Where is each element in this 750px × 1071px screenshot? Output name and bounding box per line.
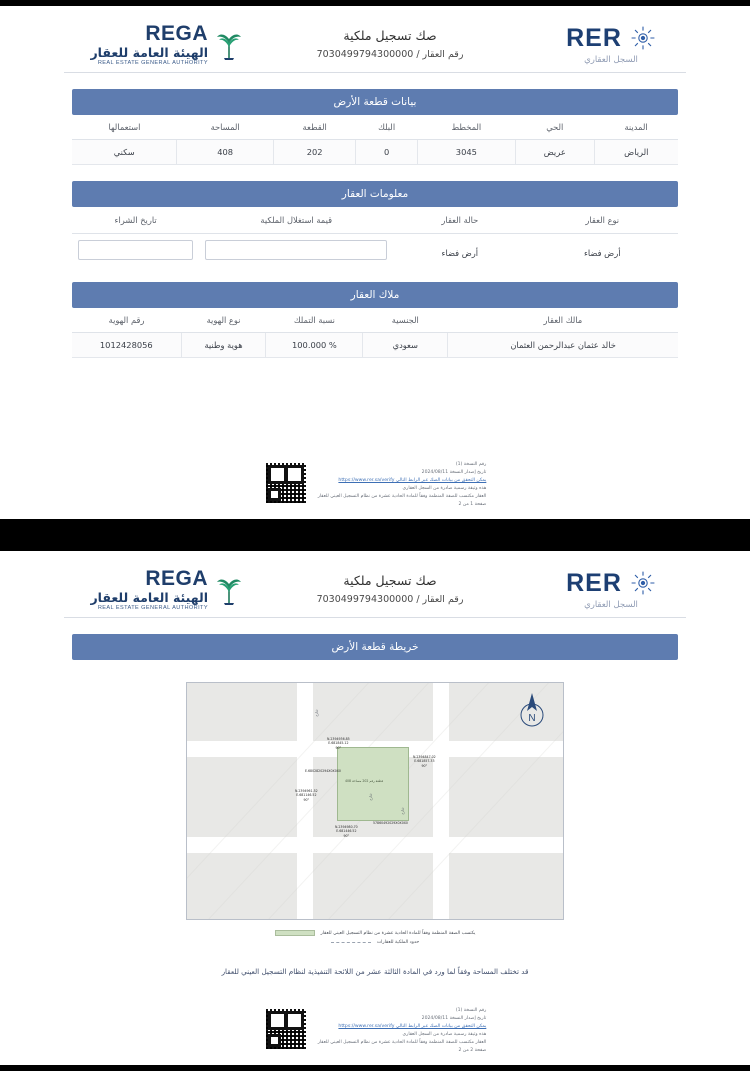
qr-code bbox=[264, 1007, 308, 1051]
property-type-value: أرض فضاء bbox=[583, 247, 621, 258]
cell-id-type: هوية وطنية bbox=[181, 333, 266, 358]
purchase-date-field[interactable] bbox=[78, 240, 193, 260]
col-city: المدينة bbox=[594, 115, 678, 140]
col-owner-name: مالك العقار bbox=[448, 308, 678, 333]
rega-subtitle: REAL ESTATE GENERAL AUTHORITY bbox=[97, 605, 208, 612]
property-status-value: أرض فضاء bbox=[441, 247, 479, 258]
parcel-polygon bbox=[337, 747, 409, 821]
page2-header bbox=[0, 551, 750, 617]
official-doc-note: هذه وثيقة رسمية صادرة من السجل العقاري bbox=[402, 485, 487, 491]
legend-swatch-parcel bbox=[275, 930, 315, 936]
cell-property-status bbox=[393, 234, 526, 267]
rer-logo bbox=[536, 569, 686, 610]
page2-footer bbox=[0, 1007, 750, 1055]
property-info-table bbox=[72, 207, 678, 266]
legend-item bbox=[275, 930, 476, 936]
header-divider bbox=[64, 72, 686, 73]
cell-area: 408 bbox=[177, 140, 274, 165]
cell-owner-name: خالد عثمان عبدالرحمن العثمان bbox=[448, 333, 678, 358]
col-purchase-date: تاريخ الشراء bbox=[72, 207, 199, 234]
cell-purchase-date bbox=[72, 234, 199, 267]
land-data-table-wrap bbox=[72, 115, 678, 165]
land-data-table bbox=[72, 115, 678, 165]
document-title: صك تسجيل ملكية bbox=[343, 573, 437, 588]
legend-swatch-boundary bbox=[331, 942, 371, 943]
owners-table bbox=[72, 308, 678, 358]
section-map-title: خريطة قطعة الأرض bbox=[72, 634, 678, 660]
issue-date: تاريخ إصدار النسخة 2024/08/11 bbox=[421, 469, 487, 475]
street-label: شارع bbox=[400, 807, 405, 815]
svg-text:N: N bbox=[528, 713, 536, 724]
col-usage: استعمالها bbox=[72, 115, 177, 140]
official-doc-note: هذه وثيقة رسمية صادرة من السجل العقاري bbox=[402, 1031, 487, 1037]
page1-footer-text bbox=[318, 461, 487, 509]
page-number: صفحة 2 من 2 bbox=[458, 1047, 487, 1053]
cell-id-number: 1012428056 bbox=[72, 333, 181, 358]
col-property-type: نوع العقار bbox=[527, 207, 679, 234]
table-row bbox=[72, 234, 678, 267]
rer-emblem-icon bbox=[630, 25, 656, 51]
table-header-row bbox=[72, 308, 678, 333]
rega-subtitle: REAL ESTATE GENERAL AUTHORITY bbox=[97, 60, 208, 67]
qr-code bbox=[264, 461, 308, 505]
col-plan: المخطط bbox=[417, 115, 515, 140]
street-label: شارع bbox=[368, 793, 373, 801]
dimension-label: E.6802820294X0X0X0 bbox=[305, 769, 341, 773]
rer-wordmark: RER bbox=[566, 23, 622, 52]
cell-city: الرياض bbox=[594, 140, 678, 165]
cell-usage: سكني bbox=[72, 140, 177, 165]
table-row bbox=[72, 333, 678, 358]
rega-wordmark: REGA bbox=[145, 566, 208, 590]
verify-link[interactable]: يمكن التحقق من بيانات الصك عبر الرابط التالي https://www.rer.sa/verify bbox=[338, 1023, 487, 1029]
table-row bbox=[72, 140, 678, 165]
parcel-label: قطعة رقم 202 مساحة 408 bbox=[345, 779, 384, 783]
legend-text: حدود الملكية للعقارات bbox=[376, 940, 420, 945]
dimension-label: N.2394980.70 E.681446.52 90° bbox=[335, 825, 358, 838]
col-property-status: حالة العقار bbox=[393, 207, 526, 234]
rer-wordmark: RER bbox=[566, 568, 622, 597]
section-property-info-title: معلومات العقار bbox=[72, 181, 678, 207]
section-land-data-title: بيانات قطعة الأرض bbox=[72, 89, 678, 115]
page2-title-block bbox=[244, 573, 536, 605]
map-legend bbox=[186, 930, 564, 945]
dimension-label: N.2394961.52 E.681146.52 90° bbox=[295, 789, 318, 802]
rega-wordmark: REGA bbox=[145, 21, 208, 45]
col-ownership-share: نسبة التملك bbox=[266, 308, 363, 333]
copy-number: رقم النسخة (1) bbox=[455, 461, 487, 467]
cell-exploitation-value bbox=[199, 234, 393, 267]
owners-table-wrap bbox=[72, 308, 678, 358]
exploitation-value-field[interactable] bbox=[205, 240, 387, 260]
document-page-2 bbox=[0, 551, 750, 1065]
cell-parcel: 202 bbox=[273, 140, 355, 165]
cell-district: عريض bbox=[515, 140, 594, 165]
legend-text: يكتسب الصفة المنظمة وفقاً للمادة الحادية عشرة من نظام التسجيل العيني للعقار bbox=[320, 930, 476, 936]
legal-note: العقار مكتسب للصفة المنظمة وفقاً للمادة الحادية عشرة من نظام التسجيل العيني للعقار bbox=[317, 1039, 487, 1045]
map-disclaimer: قد تختلف المساحة وفقاً لما ورد في المادة الثالثة عشر من اللائحة التنفيذية لنظام التسجيل العيني للعقار bbox=[221, 967, 529, 976]
legend-item bbox=[331, 940, 419, 945]
cell-property-type bbox=[527, 234, 679, 267]
col-area: المساحة bbox=[177, 115, 274, 140]
col-nationality: الجنسية bbox=[363, 308, 448, 333]
page1-title-block bbox=[244, 28, 536, 60]
legal-note: العقار مكتسب للصفة المنظمة وفقاً للمادة الحادية عشرة من نظام التسجيل العيني للعقار bbox=[317, 493, 487, 499]
document-page-1 bbox=[0, 6, 750, 519]
section-owners-title: ملاك العقار bbox=[72, 282, 678, 308]
header-divider bbox=[64, 617, 686, 618]
col-district: الحي bbox=[515, 115, 594, 140]
col-block: البلك bbox=[356, 115, 417, 140]
col-id-type: نوع الهوية bbox=[181, 308, 266, 333]
palm-tree-icon bbox=[214, 27, 244, 61]
dimension-label: N.2394847.02 E.681857.33 90° bbox=[413, 755, 436, 768]
rer-arabic-label: السجل العقاري bbox=[584, 599, 638, 610]
rega-arabic-name: الهيئة العامة للعقار bbox=[90, 589, 208, 605]
page1-header bbox=[0, 6, 750, 72]
property-number: رقم العقار / 7030499794300000 bbox=[316, 49, 464, 60]
rega-logo bbox=[64, 22, 244, 67]
page2-footer-text bbox=[318, 1007, 487, 1055]
table-header-row bbox=[72, 207, 678, 234]
col-exploitation-value: قيمة استغلال الملكية bbox=[199, 207, 393, 234]
palm-tree-icon bbox=[214, 572, 244, 606]
property-info-wrap bbox=[72, 207, 678, 266]
col-id-number: رقم الهوية bbox=[72, 308, 181, 333]
rer-emblem-icon bbox=[630, 570, 656, 596]
document-title: صك تسجيل ملكية bbox=[343, 28, 437, 43]
rega-arabic-name: الهيئة العامة للعقار bbox=[90, 44, 208, 60]
cell-block: 0 bbox=[356, 140, 417, 165]
page-number: صفحة 1 من 2 bbox=[458, 501, 487, 507]
table-header-row bbox=[72, 115, 678, 140]
dimension-label: 57860492029X0X0X0 bbox=[373, 821, 408, 825]
cell-ownership-share: % 100.000 bbox=[266, 333, 363, 358]
copy-number: رقم النسخة (1) bbox=[455, 1007, 487, 1013]
dimension-label: N.2394936.85 E.681845.12 90° bbox=[327, 737, 350, 750]
property-number: رقم العقار / 7030499794300000 bbox=[316, 594, 464, 605]
cell-plan: 3045 bbox=[417, 140, 515, 165]
parcel-map bbox=[186, 682, 564, 920]
page1-footer bbox=[0, 461, 750, 509]
col-parcel: القطعة bbox=[273, 115, 355, 140]
rega-logo bbox=[64, 567, 244, 612]
street-label: شارع bbox=[314, 709, 319, 717]
verify-link[interactable]: يمكن التحقق من بيانات الصك عبر الرابط التالي https://www.rer.sa/verify bbox=[338, 477, 487, 483]
rer-logo bbox=[536, 24, 686, 65]
issue-date: تاريخ إصدار النسخة 2024/08/11 bbox=[421, 1015, 487, 1021]
compass-north-icon bbox=[515, 691, 549, 731]
rer-arabic-label: السجل العقاري bbox=[584, 54, 638, 65]
cell-nationality: سعودي bbox=[363, 333, 448, 358]
